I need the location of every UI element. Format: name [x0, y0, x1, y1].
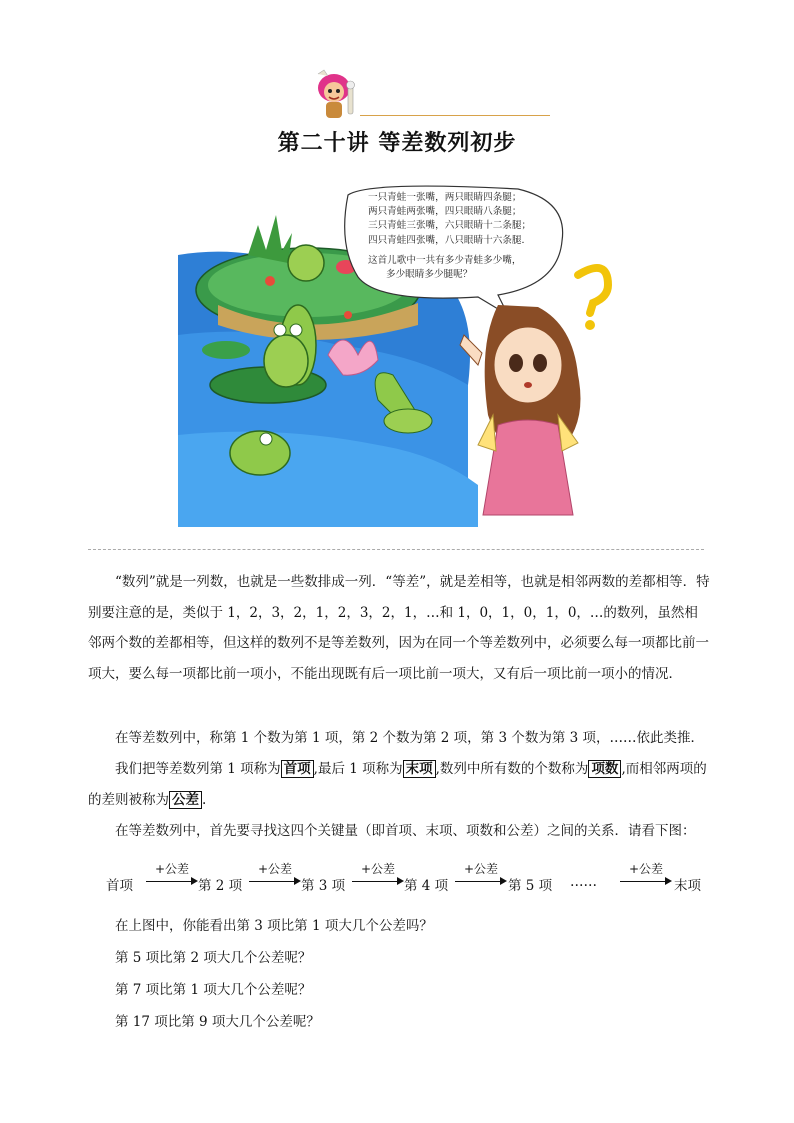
speech-bubble	[368, 191, 572, 282]
flow-ellipsis: ……	[570, 874, 597, 890]
question-2: 第 5 项比第 2 项大几个公差呢？	[115, 950, 312, 966]
question-3: 第 7 项比第 1 项大几个公差呢？	[115, 982, 312, 998]
keyword-common-difference: 公差	[169, 791, 202, 809]
definition-paragraph: 我们把等差数列第 1 项称为 首项 ,最后 1 项称为 末项 ,数列中所有数的个数称为 项数 ,而相邻两项的的差则被称为 公差 .	[88, 761, 707, 808]
flow-arrow: +公差	[146, 860, 198, 890]
intro-paragraph: “数列”就是一列数，也就是一些数排成一列．“等差”，就是差相等，也就是相邻两数的差都相等．特别要注意的是，类似于 1，2，3，2，1，2，3，2，1，…和 1，0，1，0，1，0，…的数列，虽然相邻两个数的差都相等，但这样的数列不是等差数列，因为在同一个等差数列中，必须要么每一项都比前一项大，要么每一项都比前一项小，不能出现既有后一项比前一项大，又有后一项比前一项小的情况．	[88, 574, 710, 682]
flow-arrow: +公差	[249, 860, 301, 890]
flow-node: 首项	[106, 878, 133, 894]
flow-node: 第 3 项	[301, 878, 346, 894]
flow-arrow: +公差	[455, 860, 507, 890]
term-paragraph: 在等差数列中，称第 1 个数为第 1 项，第 2 个数为第 2 项，第 3 个数为第 3 项，……依此类推．	[115, 730, 705, 746]
sequence-diagram	[88, 858, 710, 898]
speech-line: 四只青蛙四张嘴，八只眼睛十六条腿．	[368, 234, 532, 246]
keyword-first-term: 首项	[281, 760, 314, 778]
flow-arrow: +公差	[620, 860, 672, 890]
relation-paragraph: 在等差数列中，首先要寻找这四个关键量（即首项、末项、项数和公差）之间的关系．请看下图：	[115, 823, 696, 839]
speech-line: 三只青蛙三张嘴，六只眼睛十二条腿；	[368, 220, 532, 232]
flow-node: 第 2 项	[198, 878, 243, 894]
flow-arrow: +公差	[352, 860, 404, 890]
speech-line: 两只青蛙两张嘴，四只眼睛八条腿；	[368, 206, 522, 218]
speech-line: 一只青蛙一张嘴，两只眼睛四条腿；	[368, 192, 522, 203]
question-1: 在上图中，你能看出第 3 项比第 1 项大几个公差吗？	[115, 918, 433, 934]
section-divider	[88, 549, 704, 550]
title-rule	[360, 115, 550, 116]
keyword-last-term: 末项	[403, 760, 436, 778]
flow-node: 末项	[674, 878, 701, 894]
question-4: 第 17 项比第 9 项大几个公差呢？	[115, 1014, 320, 1030]
flow-node: 第 4 项	[404, 878, 449, 894]
mascot-illustration	[312, 66, 364, 124]
speech-line: 多少眼睛多少腿呢？	[386, 269, 473, 281]
keyword-term-count: 项数	[588, 760, 621, 778]
page-title: 第二十讲 等差数列初步	[277, 130, 517, 156]
speech-line: 这首儿歌中一共有多少青蛙多少嘴，	[368, 254, 522, 266]
flow-node: 第 5 项	[508, 878, 553, 894]
